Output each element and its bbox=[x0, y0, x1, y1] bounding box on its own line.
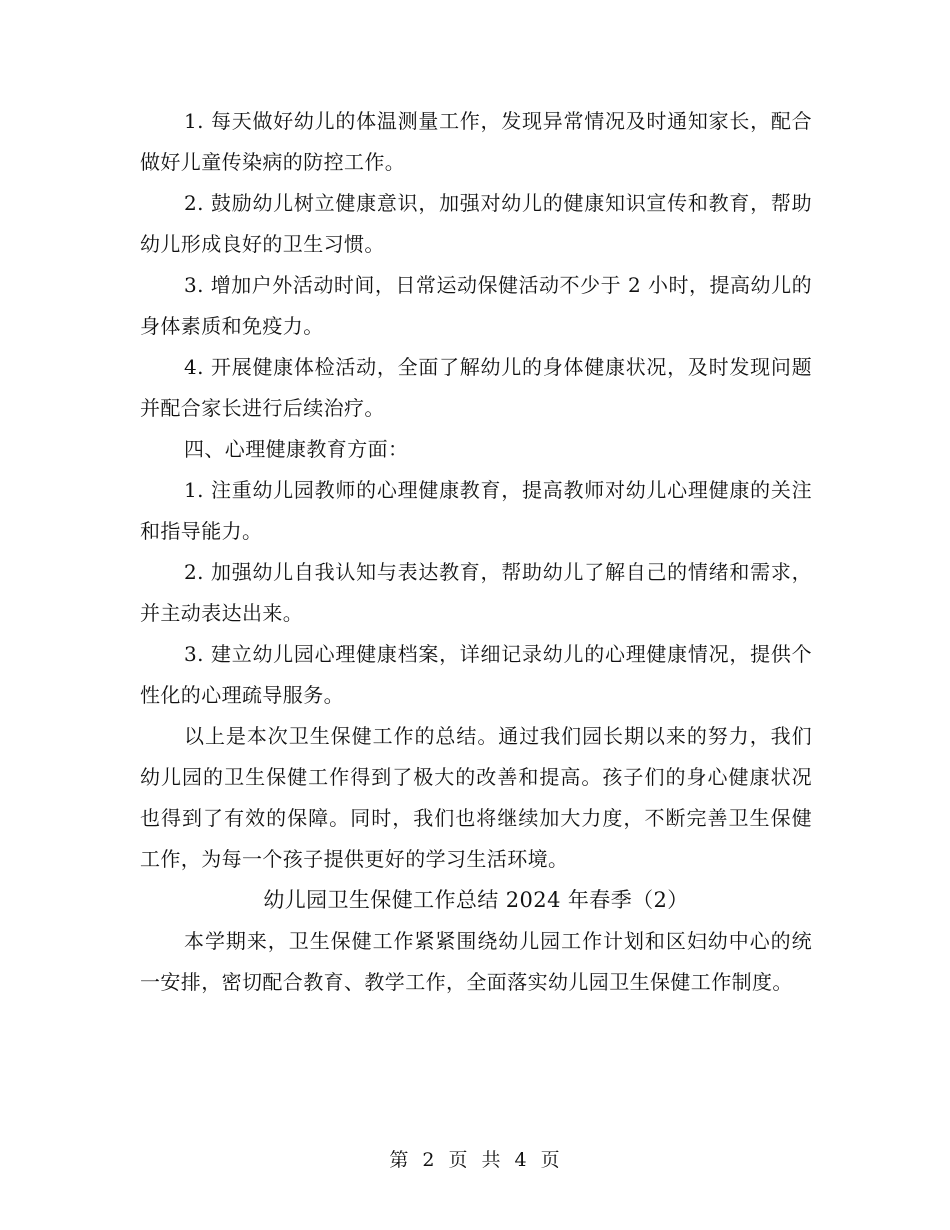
paragraph-health-checkup: 4. 开展健康体检活动，全面了解幼儿的身体健康状况，及时发现问题并配合家长进行后续治疗。 bbox=[140, 355, 812, 420]
paragraph-health-awareness: 2. 鼓励幼儿树立健康意识，加强对幼儿的健康知识宣传和教育，帮助幼儿形成良好的卫生习惯。 bbox=[140, 191, 812, 256]
paragraph-mental-health-records: 3. 建立幼儿园心理健康档案，详细记录幼儿的心理健康情况，提供个性化的心理疏导服务。 bbox=[140, 642, 812, 707]
paragraph-health-temperature: 1. 每天做好幼儿的体温测量工作，发现异常情况及时通知家长，配合做好儿童传染病的防控工作。 bbox=[140, 109, 812, 174]
section-heading-mental-health: 四、心理健康教育方面： bbox=[184, 437, 409, 461]
page-footer bbox=[0, 1145, 950, 1175]
page-number-label: 第 2 页 共 4 页 bbox=[389, 1149, 561, 1171]
paragraph-teacher-mental-health: 1. 注重幼儿园教师的心理健康教育，提高教师对幼儿心理健康的关注和指导能力。 bbox=[140, 478, 812, 543]
paragraph-outdoor-activity: 3. 增加户外活动时间，日常运动保健活动不少于 2 小时，提高幼儿的身体素质和免疫力。 bbox=[140, 273, 812, 338]
paragraph-summary: 以上是本次卫生保健工作的总结。通过我们园长期以来的努力，我们幼儿园的卫生保健工作得到了极大的改善和提高。孩子们的身心健康状况也得到了有效的保障。同时，我们也将继续加大力度，不断完善卫生保健工作，为每一个孩子提供更好的学习生活环境。 bbox=[140, 724, 812, 871]
paragraph-intro-semester: 本学期来，卫生保健工作紧紧围绕幼儿园工作计划和区妇幼中心的统一安排，密切配合教育、教学工作，全面落实幼儿园卫生保健工作制度。 bbox=[140, 929, 812, 994]
paragraph-self-awareness: 2. 加强幼儿自我认知与表达教育，帮助幼儿了解自己的情绪和需求，并主动表达出来。 bbox=[140, 560, 812, 625]
section-title: 幼儿园卫生保健工作总结 2024 年春季（2） bbox=[263, 888, 689, 912]
document-body bbox=[140, 101, 812, 1003]
